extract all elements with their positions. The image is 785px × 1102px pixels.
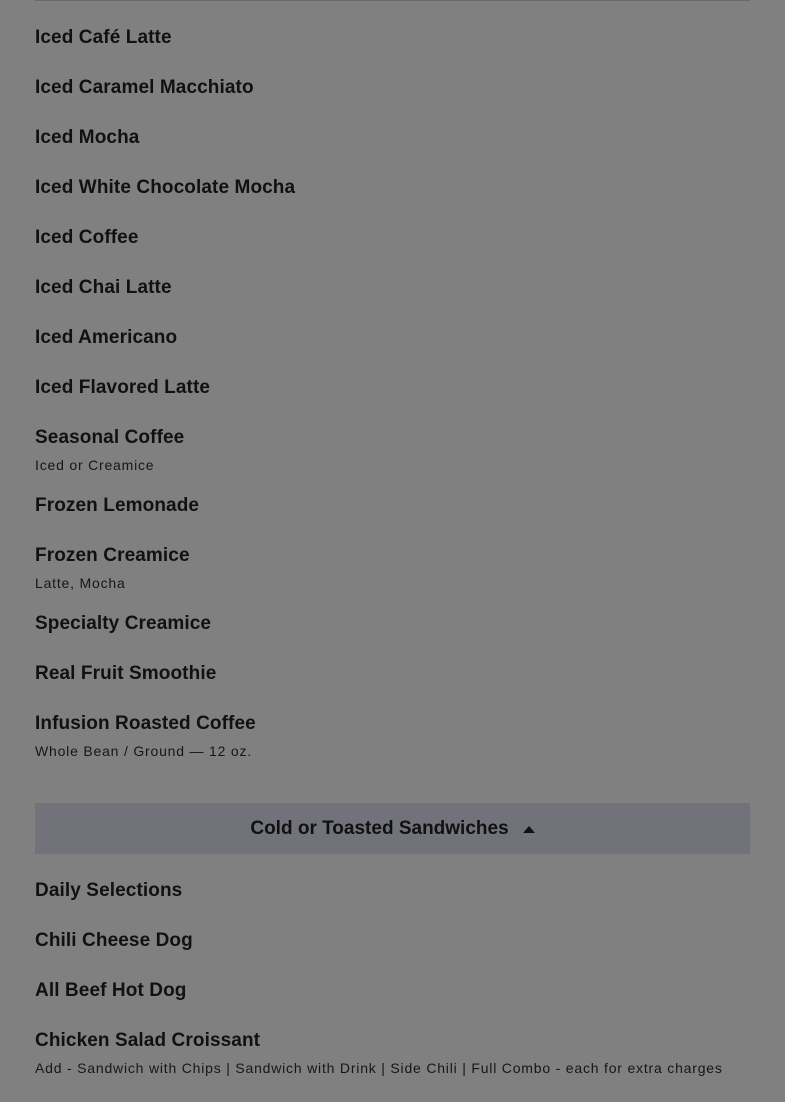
menu-item[interactable] — [35, 662, 750, 686]
top-divider — [35, 0, 750, 1]
drinks-list — [35, 26, 750, 760]
menu-item-name: Real Fruit Smoothie — [35, 663, 217, 684]
menu-item-description: Latte, Mocha — [35, 575, 126, 591]
menu-item-description: Whole Bean / Ground — 12 oz. — [35, 743, 252, 759]
menu-item-name: Chicken Salad Croissant — [35, 1030, 261, 1051]
menu-item[interactable] — [35, 1029, 750, 1077]
menu-item-name: Iced Flavored Latte — [35, 377, 211, 398]
section-title: Cold or Toasted Sandwiches — [250, 817, 509, 839]
menu-item[interactable] — [35, 226, 750, 250]
menu-item[interactable] — [35, 612, 750, 636]
menu-item-name: Frozen Creamice — [35, 545, 190, 566]
menu-item-name: Infusion Roasted Coffee — [35, 713, 256, 734]
menu-item[interactable] — [35, 126, 750, 150]
menu-item[interactable] — [35, 712, 750, 760]
menu-item-name: All Beef Hot Dog — [35, 980, 187, 1001]
menu-item[interactable] — [35, 276, 750, 300]
caret-up-icon[interactable] — [523, 826, 535, 833]
menu-item[interactable] — [35, 376, 750, 400]
menu-item-description: Iced or Creamice — [35, 457, 155, 473]
menu-item[interactable] — [35, 26, 750, 50]
menu-item-name: Seasonal Coffee — [35, 427, 185, 448]
menu-item[interactable] — [35, 76, 750, 100]
menu-item-name: Frozen Lemonade — [35, 495, 200, 516]
menu-item-name: Iced Coffee — [35, 227, 139, 248]
menu-item-name: Specialty Creamice — [35, 613, 212, 634]
menu-item[interactable] — [35, 326, 750, 350]
menu-item[interactable] — [35, 426, 750, 474]
menu-item[interactable] — [35, 879, 750, 903]
menu-item[interactable] — [35, 544, 750, 592]
menu-item-name: Iced Mocha — [35, 127, 140, 148]
menu-item-name: Iced White Chocolate Mocha — [35, 177, 296, 198]
menu-item-name: Chili Cheese Dog — [35, 930, 193, 951]
menu-item-name: Daily Selections — [35, 880, 183, 901]
menu-item[interactable] — [35, 494, 750, 518]
menu-item[interactable] — [35, 929, 750, 953]
menu-item-name: Iced Chai Latte — [35, 277, 172, 298]
menu-item[interactable] — [35, 979, 750, 1003]
menu-item-name: Iced Caramel Macchiato — [35, 77, 254, 98]
menu-item[interactable] — [35, 176, 750, 200]
menu-item-name: Iced Café Latte — [35, 27, 172, 48]
section-header-sandwiches[interactable] — [35, 803, 750, 854]
menu-item-name: Iced Americano — [35, 327, 178, 348]
menu-item-description: Add - Sandwich with Chips | Sandwich with Drink | Side Chili | Full Combo - each for extra charges — [35, 1060, 723, 1076]
sandwiches-list — [35, 879, 750, 1077]
